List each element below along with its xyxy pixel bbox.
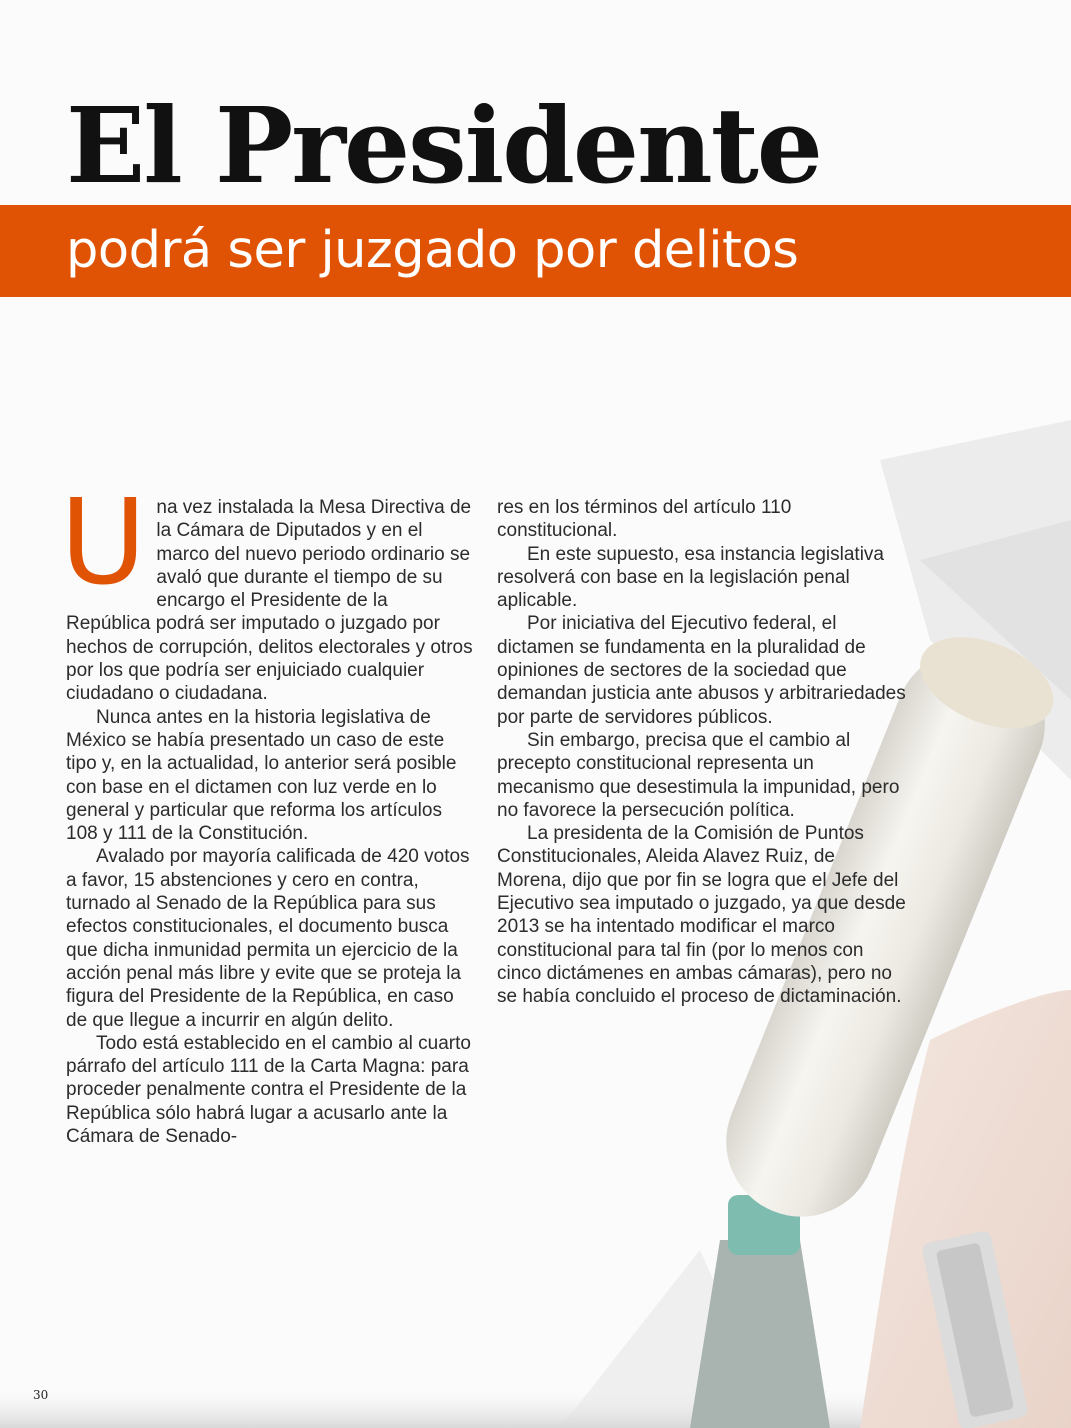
article-paragraph: En este supuesto, esa instancia legislativa resolverá con base en la legislación penal aplicable. [497,543,884,612]
article-paragraph: Sin embargo, precisa que el cambio al precepto constitucional representa un mecanismo que desestimula la impunidad, pero no favorece la persecución política. [497,729,900,821]
paragraph-text: na vez instalada la Mesa Directiva de la Cámara de Diputados y en el marco del nuevo periodo ordinario se avaló que durante el tiempo de su encargo el Presidente de la República podrá ser imputado o juzgado por hechos de corrupción, delitos electorales y otros por los que podría ser enjuiciado cualquier ciudadano o ciudadana. [66,497,473,705]
article-paragraph: La presidenta de la Comisión de Puntos Constitucionales, Aleida Alavez Ruiz, de Morena, dijo que por fin se logra que el Jefe del Ejecutivo sea imputado o juzgado, ya que desde 2013 se ha intentado modificar el marco constitucional para tal fin (por lo menos con cinco dictámenes en ambas cámaras), pero no se había concluido el proceso de dictaminación. [497,823,906,1008]
article-paragraph [60,473,476,706]
drop-cap: U [60,473,147,611]
page-number: 30 [33,1388,49,1402]
article-subtitle: podrá ser juzgado por delitos [66,221,799,280]
article-title: El Presidente [66,84,821,207]
article-paragraph: Avalado por mayoría calificada de 420 votos a favor, 15 abstenciones y cero en contra, turnado al Senado de la República para sus efectos constitucionales, el documento busca que dicha inmunidad permita un ejercicio de la acción penal más libre y evite que se proteja la figura del Presidente de la República, en caso de que llegue a incurrir en algún delito. [66,846,470,1031]
article-column-left [60,473,476,1148]
article-paragraph: Nunca antes en la historia legislativa de México se había presentado un caso de este tipo y, en la actualidad, lo anterior será posible con base en el dictamen con luz verde en lo general y particular que reforma los artículos 108 y 111 de la Constitución. [66,706,457,845]
article-paragraph: Todo está establecido en el cambio al cuarto párrafo del artículo 111 de la Carta Magna: para proceder penalmente contra el Presidente de la República sólo habrá lugar a acusarlo ante la Cámara de Senado- [66,1032,471,1148]
article-paragraph: res en los términos del artículo 110 constitucional. [497,497,792,542]
article-column-right [497,496,907,1009]
article-paragraph: Por iniciativa del Ejecutivo federal, el dictamen se fundamenta en la pluralidad de opiniones de sectores de la sociedad que demandan justicia ante abusos y arbitrariedades por parte de servidores públicos. [497,613,906,728]
